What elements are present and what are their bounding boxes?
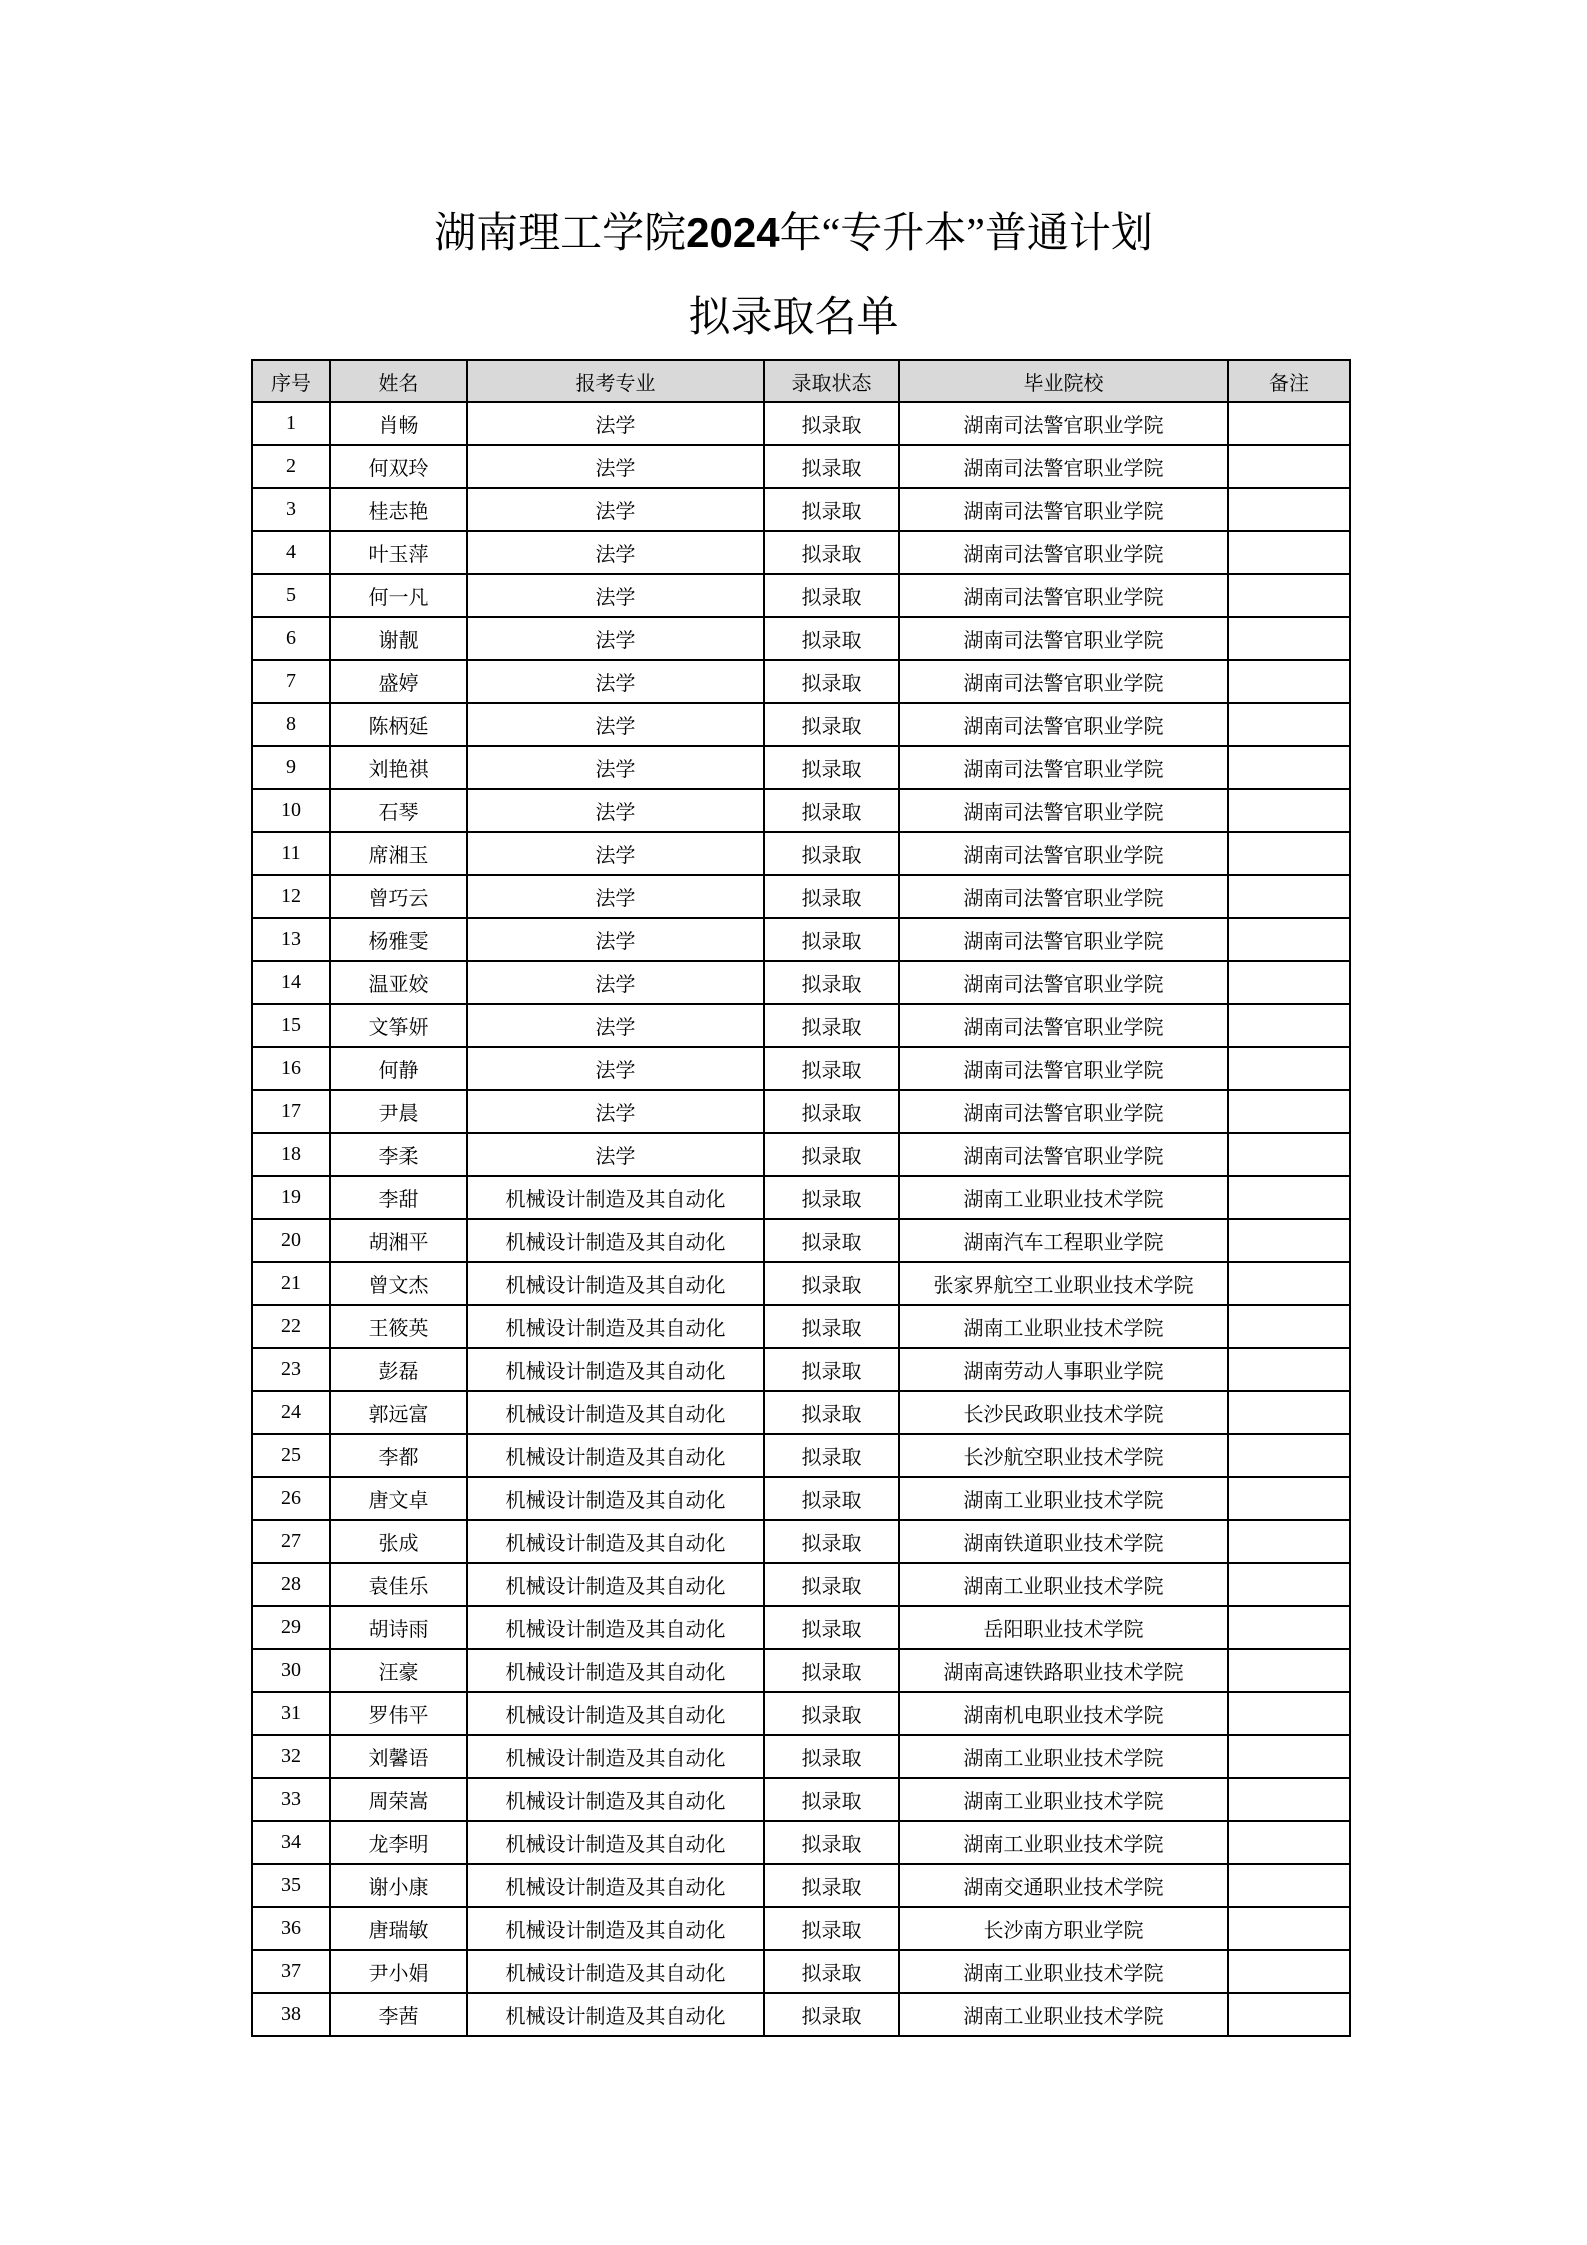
table-row: [252, 961, 1350, 1004]
cell-index: 35: [252, 1864, 330, 1907]
cell-index: 25: [252, 1434, 330, 1477]
cell-school: 湖南司法警官职业学院: [899, 488, 1228, 531]
cell-name: 李茜: [330, 1993, 467, 2036]
cell-name: 谢小康: [330, 1864, 467, 1907]
cell-school: 湖南汽车工程职业学院: [899, 1219, 1228, 1262]
table-row: [252, 1305, 1350, 1348]
cell-index: 15: [252, 1004, 330, 1047]
table-row: [252, 488, 1350, 531]
cell-index: 13: [252, 918, 330, 961]
cell-school: 岳阳职业技术学院: [899, 1606, 1228, 1649]
table-row: [252, 1262, 1350, 1305]
cell-school: 湖南高速铁路职业技术学院: [899, 1649, 1228, 1692]
cell-index: 7: [252, 660, 330, 703]
table-row: [252, 402, 1350, 445]
cell-remarks: [1228, 875, 1350, 918]
cell-index: 34: [252, 1821, 330, 1864]
cell-remarks: [1228, 1090, 1350, 1133]
title-prefix: 湖南理工学院: [434, 211, 687, 257]
cell-remarks: [1228, 1133, 1350, 1176]
cell-major: 法学: [467, 1090, 764, 1133]
table-row: [252, 574, 1350, 617]
cell-major: 法学: [467, 1004, 764, 1047]
table-row: [252, 832, 1350, 875]
cell-index: 14: [252, 961, 330, 1004]
cell-status: 拟录取: [764, 1047, 899, 1090]
cell-name: 汪豪: [330, 1649, 467, 1692]
cell-remarks: [1228, 1047, 1350, 1090]
cell-index: 26: [252, 1477, 330, 1520]
cell-school: 湖南工业职业技术学院: [899, 1563, 1228, 1606]
cell-status: 拟录取: [764, 746, 899, 789]
cell-major: 机械设计制造及其自动化: [467, 1434, 764, 1477]
table-row: [252, 1950, 1350, 1993]
cell-major: 机械设计制造及其自动化: [467, 1348, 764, 1391]
cell-major: 法学: [467, 746, 764, 789]
table-row: [252, 445, 1350, 488]
cell-status: 拟录取: [764, 1735, 899, 1778]
cell-remarks: [1228, 1735, 1350, 1778]
cell-remarks: [1228, 1649, 1350, 1692]
cell-name: 龙李明: [330, 1821, 467, 1864]
cell-major: 机械设计制造及其自动化: [467, 1477, 764, 1520]
cell-index: 5: [252, 574, 330, 617]
cell-name: 胡湘平: [330, 1219, 467, 1262]
cell-name: 李甜: [330, 1176, 467, 1219]
cell-school: 湖南司法警官职业学院: [899, 445, 1228, 488]
cell-school: 湖南机电职业技术学院: [899, 1692, 1228, 1735]
cell-status: 拟录取: [764, 1778, 899, 1821]
cell-name: 曾文杰: [330, 1262, 467, 1305]
header-name: 姓名: [330, 360, 467, 402]
cell-major: 法学: [467, 1047, 764, 1090]
cell-major: 机械设计制造及其自动化: [467, 1219, 764, 1262]
cell-remarks: [1228, 918, 1350, 961]
cell-major: 法学: [467, 445, 764, 488]
table-row: [252, 1391, 1350, 1434]
cell-name: 王筱英: [330, 1305, 467, 1348]
cell-status: 拟录取: [764, 1692, 899, 1735]
cell-index: 20: [252, 1219, 330, 1262]
cell-school: 长沙航空职业技术学院: [899, 1434, 1228, 1477]
cell-status: 拟录取: [764, 660, 899, 703]
cell-status: 拟录取: [764, 1907, 899, 1950]
cell-major: 法学: [467, 789, 764, 832]
cell-name: 石琴: [330, 789, 467, 832]
cell-major: 法学: [467, 617, 764, 660]
cell-index: 22: [252, 1305, 330, 1348]
cell-index: 30: [252, 1649, 330, 1692]
cell-major: 机械设计制造及其自动化: [467, 1778, 764, 1821]
cell-index: 31: [252, 1692, 330, 1735]
table-row: [252, 703, 1350, 746]
table-row: [252, 789, 1350, 832]
cell-status: 拟录取: [764, 1176, 899, 1219]
table-row: [252, 1649, 1350, 1692]
cell-index: 11: [252, 832, 330, 875]
cell-name: 何双玲: [330, 445, 467, 488]
cell-index: 37: [252, 1950, 330, 1993]
cell-major: 法学: [467, 574, 764, 617]
cell-name: 罗伟平: [330, 1692, 467, 1735]
cell-status: 拟录取: [764, 1434, 899, 1477]
cell-major: 机械设计制造及其自动化: [467, 1950, 764, 1993]
cell-status: 拟录取: [764, 531, 899, 574]
cell-status: 拟录取: [764, 1305, 899, 1348]
cell-remarks: [1228, 1477, 1350, 1520]
cell-name: 何一凡: [330, 574, 467, 617]
table-row: [252, 1477, 1350, 1520]
cell-school: 湖南司法警官职业学院: [899, 574, 1228, 617]
cell-index: 2: [252, 445, 330, 488]
cell-index: 18: [252, 1133, 330, 1176]
cell-index: 4: [252, 531, 330, 574]
cell-status: 拟录取: [764, 1133, 899, 1176]
cell-school: 长沙民政职业技术学院: [899, 1391, 1228, 1434]
cell-name: 刘馨语: [330, 1735, 467, 1778]
cell-name: 尹小娟: [330, 1950, 467, 1993]
cell-status: 拟录取: [764, 703, 899, 746]
table-row: [252, 1821, 1350, 1864]
cell-major: 机械设计制造及其自动化: [467, 1864, 764, 1907]
cell-status: 拟录取: [764, 789, 899, 832]
cell-index: 28: [252, 1563, 330, 1606]
cell-name: 彭磊: [330, 1348, 467, 1391]
cell-status: 拟录取: [764, 918, 899, 961]
cell-name: 尹晨: [330, 1090, 467, 1133]
cell-status: 拟录取: [764, 1649, 899, 1692]
cell-school: 湖南工业职业技术学院: [899, 1993, 1228, 2036]
cell-name: 肖畅: [330, 402, 467, 445]
cell-remarks: [1228, 1907, 1350, 1950]
cell-remarks: [1228, 531, 1350, 574]
table-row: [252, 1348, 1350, 1391]
cell-name: 唐文卓: [330, 1477, 467, 1520]
table-row: [252, 918, 1350, 961]
cell-remarks: [1228, 1305, 1350, 1348]
cell-index: 32: [252, 1735, 330, 1778]
cell-school: 湖南司法警官职业学院: [899, 1047, 1228, 1090]
cell-index: 24: [252, 1391, 330, 1434]
cell-remarks: [1228, 1391, 1350, 1434]
cell-status: 拟录取: [764, 961, 899, 1004]
cell-status: 拟录取: [764, 1348, 899, 1391]
cell-major: 机械设计制造及其自动化: [467, 1563, 764, 1606]
title-year: 2024: [686, 209, 780, 256]
cell-school: 湖南工业职业技术学院: [899, 1477, 1228, 1520]
cell-remarks: [1228, 1348, 1350, 1391]
cell-status: 拟录取: [764, 1950, 899, 1993]
cell-name: 文筝妍: [330, 1004, 467, 1047]
table-row: [252, 1090, 1350, 1133]
cell-index: 17: [252, 1090, 330, 1133]
cell-school: 湖南司法警官职业学院: [899, 789, 1228, 832]
cell-remarks: [1228, 1004, 1350, 1047]
cell-status: 拟录取: [764, 1262, 899, 1305]
cell-index: 19: [252, 1176, 330, 1219]
cell-major: 机械设计制造及其自动化: [467, 1262, 764, 1305]
cell-major: 法学: [467, 961, 764, 1004]
table-row: [252, 1434, 1350, 1477]
cell-name: 温亚姣: [330, 961, 467, 1004]
cell-remarks: [1228, 1950, 1350, 1993]
cell-index: 36: [252, 1907, 330, 1950]
cell-school: 湖南工业职业技术学院: [899, 1735, 1228, 1778]
table-row: [252, 1219, 1350, 1262]
header-school: 毕业院校: [899, 360, 1228, 402]
cell-status: 拟录取: [764, 1606, 899, 1649]
cell-index: 29: [252, 1606, 330, 1649]
cell-remarks: [1228, 488, 1350, 531]
cell-remarks: [1228, 1219, 1350, 1262]
cell-status: 拟录取: [764, 402, 899, 445]
cell-status: 拟录取: [764, 1520, 899, 1563]
cell-major: 法学: [467, 660, 764, 703]
cell-remarks: [1228, 1778, 1350, 1821]
cell-major: 机械设计制造及其自动化: [467, 1692, 764, 1735]
cell-name: 郭远富: [330, 1391, 467, 1434]
cell-name: 谢靓: [330, 617, 467, 660]
cell-remarks: [1228, 617, 1350, 660]
table-row: [252, 1735, 1350, 1778]
cell-major: 机械设计制造及其自动化: [467, 1907, 764, 1950]
cell-major: 机械设计制造及其自动化: [467, 1606, 764, 1649]
table-row: [252, 1778, 1350, 1821]
cell-school: 湖南工业职业技术学院: [899, 1305, 1228, 1348]
cell-major: 法学: [467, 832, 764, 875]
cell-name: 刘艳祺: [330, 746, 467, 789]
table-row: [252, 1864, 1350, 1907]
cell-index: 8: [252, 703, 330, 746]
cell-name: 张成: [330, 1520, 467, 1563]
cell-school: 湖南司法警官职业学院: [899, 1090, 1228, 1133]
cell-remarks: [1228, 1262, 1350, 1305]
cell-name: 桂志艳: [330, 488, 467, 531]
cell-status: 拟录取: [764, 1821, 899, 1864]
cell-major: 法学: [467, 402, 764, 445]
cell-status: 拟录取: [764, 617, 899, 660]
header-major: 报考专业: [467, 360, 764, 402]
cell-status: 拟录取: [764, 1993, 899, 2036]
cell-index: 6: [252, 617, 330, 660]
cell-remarks: [1228, 1692, 1350, 1735]
cell-school: 湖南司法警官职业学院: [899, 703, 1228, 746]
cell-status: 拟录取: [764, 875, 899, 918]
cell-index: 27: [252, 1520, 330, 1563]
cell-index: 21: [252, 1262, 330, 1305]
cell-school: 长沙南方职业学院: [899, 1907, 1228, 1950]
table-row: [252, 1133, 1350, 1176]
table-row: [252, 531, 1350, 574]
cell-remarks: [1228, 832, 1350, 875]
cell-name: 袁佳乐: [330, 1563, 467, 1606]
cell-index: 38: [252, 1993, 330, 2036]
cell-school: 湖南交通职业技术学院: [899, 1864, 1228, 1907]
cell-index: 9: [252, 746, 330, 789]
cell-school: 湖南司法警官职业学院: [899, 918, 1228, 961]
cell-remarks: [1228, 1176, 1350, 1219]
table-row: [252, 617, 1350, 660]
cell-major: 机械设计制造及其自动化: [467, 1520, 764, 1563]
cell-remarks: [1228, 1821, 1350, 1864]
header-remarks: 备注: [1228, 360, 1350, 402]
table-row: [252, 1907, 1350, 1950]
cell-school: 湖南司法警官职业学院: [899, 961, 1228, 1004]
cell-major: 机械设计制造及其自动化: [467, 1735, 764, 1778]
cell-status: 拟录取: [764, 1477, 899, 1520]
cell-name: 陈柄延: [330, 703, 467, 746]
table-row: [252, 1993, 1350, 2036]
cell-name: 胡诗雨: [330, 1606, 467, 1649]
cell-major: 法学: [467, 1133, 764, 1176]
table-row: [252, 1004, 1350, 1047]
cell-status: 拟录取: [764, 1219, 899, 1262]
cell-school: 湖南司法警官职业学院: [899, 875, 1228, 918]
cell-school: 湖南铁道职业技术学院: [899, 1520, 1228, 1563]
cell-major: 法学: [467, 703, 764, 746]
cell-remarks: [1228, 445, 1350, 488]
cell-name: 曾巧云: [330, 875, 467, 918]
cell-major: 机械设计制造及其自动化: [467, 1821, 764, 1864]
cell-school: 张家界航空工业职业技术学院: [899, 1262, 1228, 1305]
cell-name: 席湘玉: [330, 832, 467, 875]
table-row: [252, 746, 1350, 789]
cell-index: 12: [252, 875, 330, 918]
cell-index: 3: [252, 488, 330, 531]
cell-status: 拟录取: [764, 445, 899, 488]
cell-school: 湖南工业职业技术学院: [899, 1176, 1228, 1219]
table-row: [252, 1563, 1350, 1606]
cell-school: 湖南工业职业技术学院: [899, 1821, 1228, 1864]
cell-name: 周荣嵩: [330, 1778, 467, 1821]
cell-name: 唐瑞敏: [330, 1907, 467, 1950]
cell-school: 湖南工业职业技术学院: [899, 1950, 1228, 1993]
cell-name: 叶玉萍: [330, 531, 467, 574]
admission-list-table: [251, 359, 1351, 2037]
cell-name: 杨雅雯: [330, 918, 467, 961]
table-row: [252, 1520, 1350, 1563]
title-suffix: 年“专升本”普通计划: [779, 211, 1153, 257]
cell-remarks: [1228, 746, 1350, 789]
cell-name: 盛婷: [330, 660, 467, 703]
cell-major: 法学: [467, 875, 764, 918]
table-row: [252, 1692, 1350, 1735]
cell-remarks: [1228, 1606, 1350, 1649]
cell-remarks: [1228, 1434, 1350, 1477]
cell-major: 机械设计制造及其自动化: [467, 1176, 764, 1219]
cell-major: 机械设计制造及其自动化: [467, 1391, 764, 1434]
cell-school: 湖南司法警官职业学院: [899, 531, 1228, 574]
cell-status: 拟录取: [764, 1391, 899, 1434]
document-subtitle: 拟录取名单: [688, 295, 899, 341]
header-status: 录取状态: [764, 360, 899, 402]
cell-index: 16: [252, 1047, 330, 1090]
cell-status: 拟录取: [764, 1563, 899, 1606]
cell-major: 法学: [467, 488, 764, 531]
cell-status: 拟录取: [764, 574, 899, 617]
cell-major: 机械设计制造及其自动化: [467, 1305, 764, 1348]
table-row: [252, 660, 1350, 703]
table-header-row: [252, 360, 1350, 402]
cell-status: 拟录取: [764, 832, 899, 875]
table-body: [252, 402, 1350, 2036]
cell-index: 23: [252, 1348, 330, 1391]
cell-school: 湖南司法警官职业学院: [899, 746, 1228, 789]
cell-status: 拟录取: [764, 488, 899, 531]
cell-remarks: [1228, 1864, 1350, 1907]
cell-name: 李都: [330, 1434, 467, 1477]
cell-major: 机械设计制造及其自动化: [467, 1993, 764, 2036]
cell-remarks: [1228, 1993, 1350, 2036]
cell-school: 湖南司法警官职业学院: [899, 832, 1228, 875]
header-index: 序号: [252, 360, 330, 402]
cell-remarks: [1228, 1520, 1350, 1563]
cell-name: 何静: [330, 1047, 467, 1090]
cell-major: 法学: [467, 918, 764, 961]
cell-school: 湖南司法警官职业学院: [899, 660, 1228, 703]
cell-status: 拟录取: [764, 1090, 899, 1133]
cell-status: 拟录取: [764, 1004, 899, 1047]
table-row: [252, 1047, 1350, 1090]
cell-school: 湖南工业职业技术学院: [899, 1778, 1228, 1821]
cell-remarks: [1228, 402, 1350, 445]
cell-school: 湖南司法警官职业学院: [899, 1133, 1228, 1176]
document-title: [0, 208, 1587, 259]
cell-school: 湖南司法警官职业学院: [899, 402, 1228, 445]
cell-school: 湖南司法警官职业学院: [899, 617, 1228, 660]
cell-school: 湖南劳动人事职业学院: [899, 1348, 1228, 1391]
cell-remarks: [1228, 961, 1350, 1004]
cell-remarks: [1228, 660, 1350, 703]
cell-major: 机械设计制造及其自动化: [467, 1649, 764, 1692]
cell-remarks: [1228, 789, 1350, 832]
cell-remarks: [1228, 1563, 1350, 1606]
cell-name: 李柔: [330, 1133, 467, 1176]
table-row: [252, 1606, 1350, 1649]
cell-status: 拟录取: [764, 1864, 899, 1907]
cell-index: 1: [252, 402, 330, 445]
cell-remarks: [1228, 703, 1350, 746]
table-row: [252, 1176, 1350, 1219]
cell-remarks: [1228, 574, 1350, 617]
cell-major: 法学: [467, 531, 764, 574]
cell-school: 湖南司法警官职业学院: [899, 1004, 1228, 1047]
cell-index: 33: [252, 1778, 330, 1821]
table-row: [252, 875, 1350, 918]
cell-index: 10: [252, 789, 330, 832]
